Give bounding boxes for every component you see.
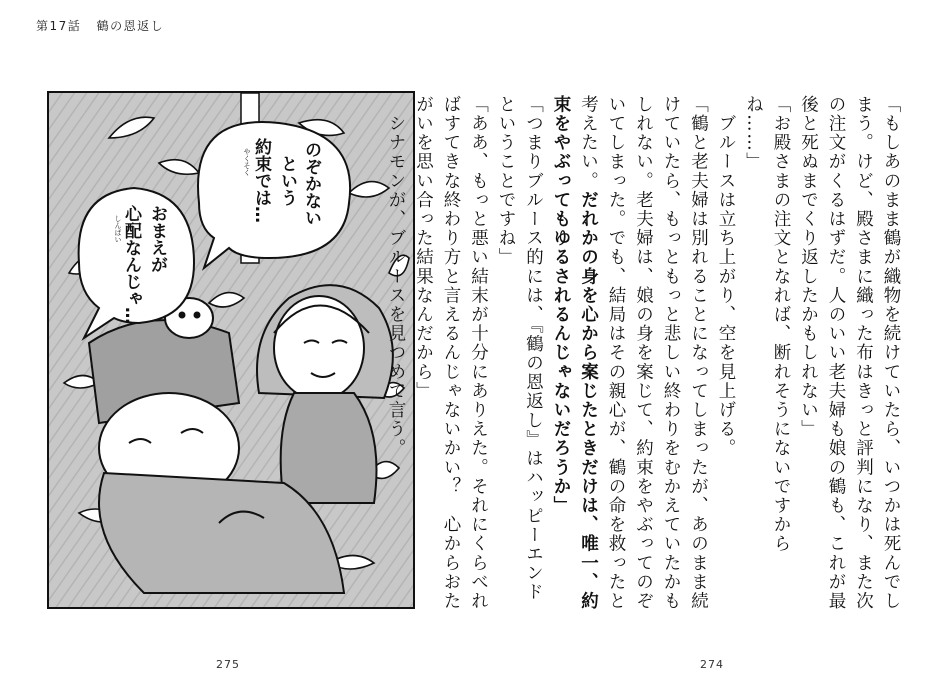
bubble1-line3: 約束では… xyxy=(251,138,271,223)
paragraph-5: 「つまりブルース的には、『鶴の恩返し』はハッピーエンドということですね」 xyxy=(496,95,544,602)
illustration-art xyxy=(49,93,413,607)
chapter-title: 鶴の恩返し xyxy=(96,19,165,33)
paragraph-2: 「お殿さまの注文となれば、断れそうにないですからね……」 xyxy=(743,95,791,554)
bubble2-ruby: しんぱい xyxy=(114,215,122,243)
chapter-number: 第17話 xyxy=(36,19,82,33)
paragraph-7: シナモンが、ブルースを見つめて言う。 xyxy=(386,95,406,458)
paragraph-4-regular: 「鶴と老夫婦は別れることになってしまったが、あのまま続けていたら、もっともっと悲しい終わりをむかえていたかもしれない。老夫婦は、娘の身を案じて、約束をやぶってのぞいてしまった。でも、結局はその親心が、鶴の命を救ったと考えたい。 xyxy=(578,95,709,611)
paragraph-3: ブルースは立ち上がり、空を見上げる。 xyxy=(716,95,736,458)
bubble2-line1: おまえが xyxy=(147,205,167,273)
body-text xyxy=(382,95,905,615)
bubble1-ruby: やくそく xyxy=(243,148,251,176)
page-number-right: 274 xyxy=(700,658,724,671)
bubble1-line1: のぞかない xyxy=(301,141,321,226)
page-number-left: 275 xyxy=(216,658,240,671)
paragraph-4-bold: だれかの身を心から案じたときだけは、唯一、約束をやぶってもゆるされるんじゃないだろうか」 xyxy=(551,95,599,611)
paragraph-6: 「ああ、もっと悪い結末が十分にありえた。それにくらべればすてきな終わり方と言えるんじゃないかい？ 心からおたがいを思い合った結果なんだから」 xyxy=(413,95,489,611)
bubble1-line2: という xyxy=(277,155,297,206)
paragraph-1: 「もしあのまま鶴が織物を続けていたら、いつかは死んでしまう。けど、殿さまに織った布はきっと評判になり、また次の注文がくるはずだ。人のいい老夫婦も娘の鶴も、これが最後と死ぬまでくり返したかもしれない」 xyxy=(798,95,901,611)
running-header xyxy=(36,17,164,34)
paragraph-4 xyxy=(547,95,712,615)
bubble2-line2: 心配なんじゃ… xyxy=(121,205,141,324)
manga-illustration xyxy=(47,91,415,609)
